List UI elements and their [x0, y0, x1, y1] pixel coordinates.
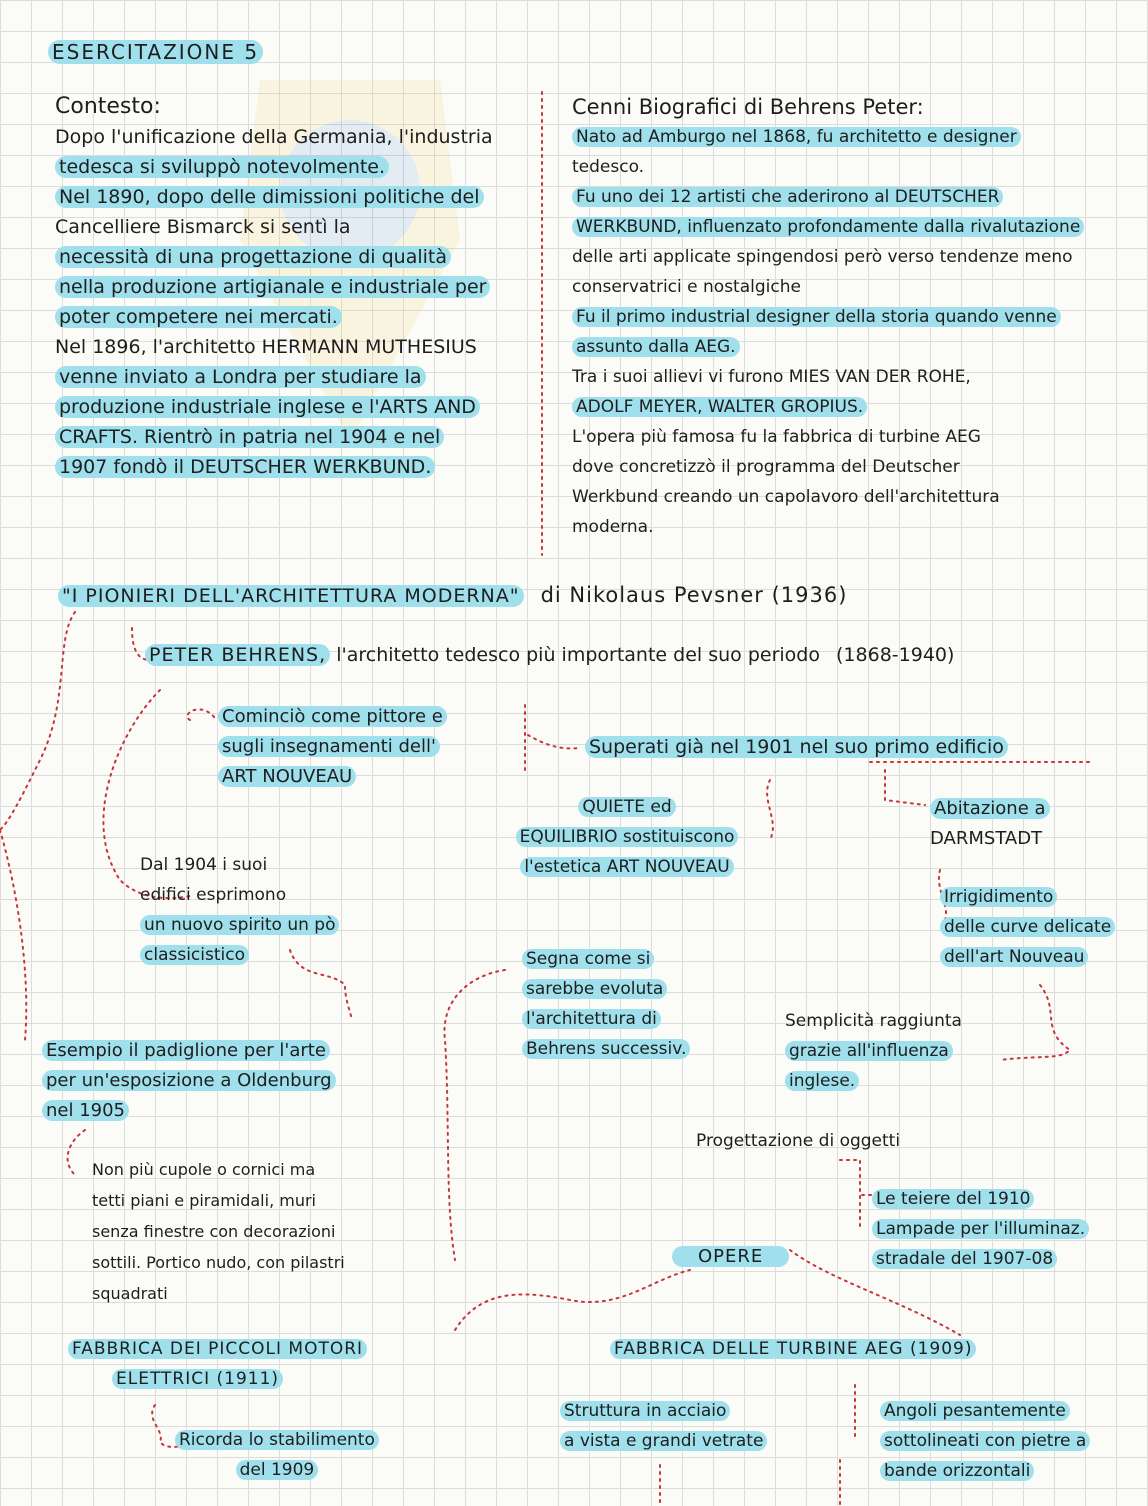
note-line: Behrens successiv. [522, 1039, 690, 1059]
note-line: un nuovo spirito un pò [140, 915, 339, 935]
note-line: DARMSTADT [930, 828, 1043, 849]
from1904-note [140, 850, 339, 970]
note-line: del 1909 [236, 1460, 319, 1480]
note-line: bande orizzontali [880, 1461, 1034, 1481]
note-line: dell'art Nouveau [940, 947, 1088, 967]
context-line: Nel 1896, l'architetto HERMANN MUTHESIUS [55, 336, 477, 358]
context-line: Nel 1890, dopo delle dimissioni politiche del [55, 186, 484, 208]
context-line: produzione industriale inglese e l'ARTS AND [55, 396, 480, 418]
stiffening-note [940, 882, 1115, 972]
note-line: Lampade per l'illuminaz. [872, 1219, 1089, 1239]
bio-line: dove concretizzò il programma del Deutscher [572, 457, 960, 477]
note-line: l'architettura di [522, 1009, 661, 1029]
note-line: stradale del 1907-08 [872, 1249, 1057, 1269]
note-line: Struttura in acciaio [560, 1401, 730, 1421]
context-line: Cancelliere Bismarck si sentì la [55, 216, 351, 238]
note-line: grazie all'influenza [785, 1041, 953, 1061]
roofs-note [92, 1154, 345, 1309]
steel-note [560, 1396, 767, 1456]
works-label [672, 1242, 789, 1272]
note-line: squadrati [92, 1284, 168, 1303]
note-line: Cominciò come pittore e [218, 706, 447, 727]
recalls-note [175, 1425, 379, 1485]
note-line: Angoli pesantemente [880, 1401, 1070, 1421]
context-line: poter competere nei mercati. [55, 306, 342, 328]
surpassed-note [585, 732, 1008, 762]
context-line: tedesca si sviluppò notevolmente. [55, 156, 389, 178]
note-line: l'estetica ART NOUVEAU [520, 857, 733, 877]
shows-note [522, 944, 690, 1064]
note-line: QUIETE ed [578, 797, 675, 817]
context-line: Dopo l'unificazione della Germania, l'industria [55, 126, 493, 148]
bio-heading: Cenni Biografici di Behrens Peter: [572, 95, 924, 119]
bio-line: delle arti applicate spingendosi però verso tendenze meno [572, 247, 1073, 267]
note-line: Irrigidimento [940, 887, 1057, 907]
behrens-desc: l'architetto tedesco più importante del suo periodo [336, 644, 820, 666]
pavilion-note [42, 1036, 336, 1126]
bio-block [572, 92, 1142, 542]
note-line: delle curve delicate [940, 917, 1115, 937]
bio-line: moderna. [572, 517, 654, 537]
note-line: sarebbe evoluta [522, 979, 667, 999]
bio-line: Tra i suoi allievi vi furono MIES VAN DER ROHE, [572, 367, 971, 387]
note-line: sugli insegnamenti dell' [218, 736, 440, 757]
note-line: Esempio il padiglione per l'arte [42, 1040, 330, 1061]
title-text: ESERCITAZIONE 5 [48, 40, 263, 64]
page-title [48, 40, 263, 64]
works-text: OPERE [672, 1246, 789, 1267]
note-line: EQUILIBRIO sostituiscono [516, 827, 739, 847]
note-line: Abitazione a [930, 798, 1050, 819]
turbine-heading [610, 1334, 976, 1364]
note-line: Le teiere del 1910 [872, 1189, 1034, 1209]
note-line: sottili. Portico nudo, con pilastri [92, 1253, 345, 1272]
note-line: ELETTRICI (1911) [112, 1369, 283, 1389]
bio-line: WERKBUND, influenzato profondamente dalla rivalutazione [572, 217, 1084, 237]
note-line: ART NOUVEAU [218, 766, 356, 787]
house-note [930, 794, 1050, 854]
bio-line: tedesco. [572, 157, 645, 177]
note-line: per un'esposizione a Oldenburg [42, 1070, 336, 1091]
note-line: a vista e grandi vetrate [560, 1431, 767, 1451]
bio-line: Werkbund creando un capolavoro dell'architettura [572, 487, 1000, 507]
bio-line: conservatrici e nostalgiche [572, 277, 801, 297]
note-line: nel 1905 [42, 1100, 129, 1121]
book-author: di Nikolaus Pevsner (1936) [540, 583, 848, 607]
context-heading: Contesto: [55, 94, 161, 119]
objects-design-note [696, 1126, 900, 1156]
note-line: senza finestre con decorazioni [92, 1222, 336, 1241]
corners-note [880, 1396, 1090, 1486]
bio-line: Fu uno dei 12 artisti che aderirono al DEUTSCHER [572, 187, 1003, 207]
note-line: FABBRICA DEI PICCOLI MOTORI [68, 1339, 367, 1359]
note-line: tetti piani e piramidali, muri [92, 1191, 316, 1210]
note-line: inglese. [785, 1071, 859, 1091]
context-line: necessità di una progettazione di qualità [55, 246, 451, 268]
note-line: classicistico [140, 945, 249, 965]
quiet-note [492, 792, 762, 882]
context-block [55, 92, 535, 482]
note-line: FABBRICA DELLE TURBINE AEG (1909) [610, 1339, 976, 1359]
behrens-name: PETER BEHRENS, [145, 644, 330, 666]
simplicity-note [785, 1006, 962, 1096]
note-line: sottolineati con pietre a [880, 1431, 1090, 1451]
pevsner-heading [58, 580, 847, 611]
book-title: "I PIONIERI DELL'ARCHITETTURA MODERNA" [58, 585, 524, 607]
note-line: Superati già nel 1901 nel suo primo edificio [585, 736, 1008, 758]
behrens-dates: (1868-1940) [836, 644, 955, 666]
behrens-line [145, 640, 954, 670]
context-line: nella produzione artigianale e industriale per [55, 276, 490, 298]
bio-line: ADOLF MEYER, WALTER GROPIUS. [572, 397, 867, 417]
bio-line: L'opera più famosa fu la fabbrica di turbine AEG [572, 427, 981, 447]
note-line: Non più cupole o cornici ma [92, 1160, 316, 1179]
bio-line: Nato ad Amburgo nel 1868, fu architetto e designer [572, 127, 1021, 147]
note-line: Ricorda lo stabilimento [175, 1430, 379, 1450]
note-line: edifici esprimono [140, 885, 287, 905]
note-line: Dal 1904 i suoi [140, 855, 268, 875]
bio-line: Fu il primo industrial designer della storia quando venne [572, 307, 1061, 327]
context-line: 1907 fondò il DEUTSCHER WERKBUND. [55, 456, 435, 478]
small-motors-heading [68, 1334, 367, 1394]
objects-note [872, 1184, 1089, 1274]
note-line: Semplicità raggiunta [785, 1011, 962, 1031]
note-line: Segna come si [522, 949, 654, 969]
context-line: venne inviato a Londra per studiare la [55, 366, 426, 388]
painter-note [218, 702, 447, 792]
bio-line: assunto dalla AEG. [572, 337, 740, 357]
context-line: CRAFTS. Rientrò in patria nel 1904 e nel [55, 426, 444, 448]
note-line: Progettazione di oggetti [696, 1131, 901, 1151]
